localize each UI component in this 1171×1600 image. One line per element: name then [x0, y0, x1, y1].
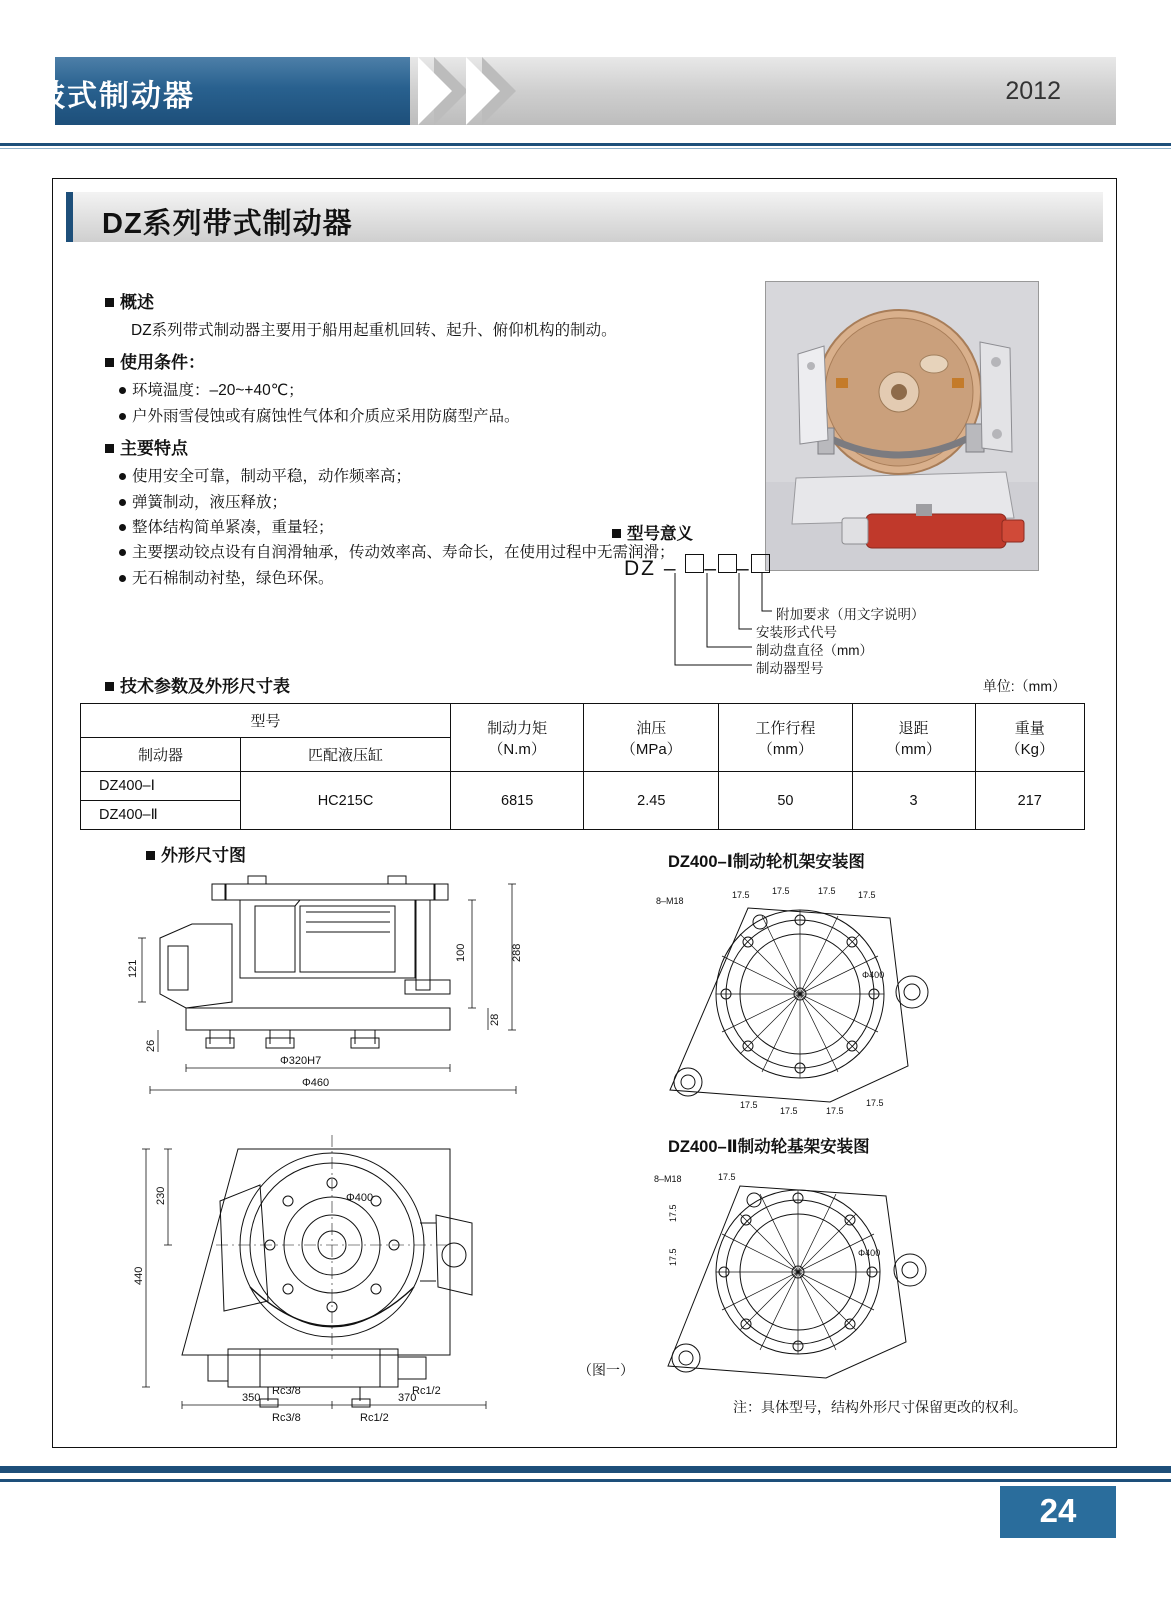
feature-item: 主要摆动铰点设有自润滑轴承，传动效率高、寿命长，在使用过程中无需润滑； [119, 541, 725, 565]
model-meaning-leader-lines [612, 555, 1042, 695]
model-label-4: 附加要求（用文字说明） [776, 607, 925, 622]
table-row [81, 772, 1085, 801]
dim-rc12: Rc1/2 [360, 1412, 389, 1424]
conditions-heading: 使用条件： [105, 350, 725, 377]
cell-stroke: 50 [719, 772, 852, 830]
footer-rule-2 [0, 1479, 1171, 1482]
bullet-dot-icon [119, 499, 126, 506]
label-175-b: 17.5 [772, 886, 790, 896]
header-year: 2012 [1005, 77, 1061, 105]
bullet-square-icon [105, 682, 114, 691]
header-torque: 制动力矩 （N.m） [451, 704, 584, 772]
spec-table [80, 703, 1085, 830]
header-cylinder: 匹配液压缸 [241, 738, 451, 772]
header-weight: 重量 （Kg） [975, 704, 1084, 772]
dim-350: 350 [242, 1392, 261, 1404]
outline-front-view-drawing [120, 1105, 540, 1424]
header-model-group: 型号 [81, 704, 451, 738]
model-label-2: 制动盘直径（mm） [756, 643, 873, 658]
label-8-m18: 8–M18 [656, 896, 684, 906]
label2-175-b: 17.5 [668, 1204, 678, 1222]
model-meaning-heading: 型号意义 [612, 520, 1042, 544]
cell-torque: 6815 [451, 772, 584, 830]
cell-model-1: DZ400–Ⅰ [81, 772, 241, 801]
table-header-row-1 [81, 704, 1085, 738]
cell-cylinder: HC215C [241, 772, 451, 830]
dim-288: 288 [511, 943, 523, 962]
spec-table-unit: 单位:（mm） [982, 678, 1066, 694]
outline-side-view-drawing [120, 862, 540, 1107]
document-title: DZ系列带式制动器 [102, 208, 353, 240]
bullet-dot-icon [119, 575, 126, 582]
dim-370: 370 [398, 1392, 417, 1404]
header-brake: 制动器 [81, 738, 241, 772]
dim-rc38: Rc3/8 [272, 1412, 301, 1424]
figure-label: （图一） [578, 1362, 634, 1378]
label2-phi400: Φ400 [858, 1248, 881, 1258]
label-rc12: Rc1/2 [412, 1385, 441, 1397]
right-drawing-title-1: DZ400–Ⅰ制动轮机架安装图 [668, 853, 865, 871]
label-175-h: 17.5 [866, 1098, 884, 1108]
feature-item: 无石棉制动衬垫，绿色环保。 [119, 567, 725, 591]
bullet-dot-icon [119, 413, 126, 420]
overview-text: DZ系列带式制动器主要用于船用起重机回转、起升、俯仰机构的制动。 [131, 321, 617, 339]
header-chevron-1 [418, 57, 452, 125]
label-175-g: 17.5 [826, 1106, 844, 1116]
label-175-c: 17.5 [818, 886, 836, 896]
feature-item: 弹簧制动，液压释放； [119, 491, 725, 515]
page-header [0, 57, 1171, 125]
label-175-e: 17.5 [740, 1100, 758, 1110]
dim-230: 230 [155, 1186, 167, 1205]
header-title: 鼓式制动器 [35, 80, 195, 113]
page-number: 24 [1039, 1492, 1077, 1529]
condition-item: 户外雨雪侵蚀或有腐蚀性气体和介质应采用防腐型产品。 [119, 405, 725, 429]
model-label-1: 制动器型号 [756, 661, 824, 676]
dim-28: 28 [489, 1013, 501, 1026]
bullet-square-icon [105, 358, 114, 367]
features-heading: 主要特点 [105, 436, 725, 463]
footer-rule-1 [0, 1466, 1171, 1473]
feature-item: 整体结构简单紧凑，重量轻； [119, 516, 725, 540]
header-chevron-2 [466, 57, 500, 125]
cell-weight: 217 [975, 772, 1084, 830]
header-stroke: 工作行程 （mm） [719, 704, 852, 772]
right-drawing-title-2: DZ400–Ⅱ制动轮基架安装图 [668, 1138, 870, 1156]
overview-heading: 概述 [105, 290, 725, 317]
bullet-dot-icon [119, 473, 126, 480]
label2-8-m18: 8–M18 [654, 1174, 682, 1184]
dim-phi320: Φ320H7 [280, 1055, 322, 1067]
outline-drawing-heading: 外形尺寸图 [146, 841, 246, 866]
cell-pressure: 2.45 [584, 772, 719, 830]
dim-440: 440 [133, 1266, 145, 1285]
label-rc38: Rc3/8 [272, 1385, 301, 1397]
dim-26: 26 [145, 1039, 157, 1052]
model-label-3: 安装形式代号 [756, 625, 837, 640]
label-175-d: 17.5 [858, 890, 876, 900]
mount-drawing-1 [640, 876, 950, 1131]
label2-175-a: 17.5 [718, 1172, 736, 1182]
drawing-note: 注：具体型号，结构外形尺寸保留更改的权利。 [733, 1399, 1027, 1415]
mount-drawing-2 [640, 1160, 950, 1405]
dim-121: 121 [127, 959, 139, 978]
bullet-dot-icon [119, 549, 126, 556]
cell-gap: 3 [852, 772, 975, 830]
bullet-dot-icon [119, 387, 126, 394]
spec-table-heading: 技术参数及外形尺寸表 [105, 672, 290, 697]
bullet-dot-icon [119, 524, 126, 531]
header-pressure: 油压 （MPa） [584, 704, 719, 772]
bullet-square-icon [105, 298, 114, 307]
condition-item: 环境温度：–20~+40℃； [119, 379, 725, 403]
model-code: DZ – – – [624, 554, 1042, 581]
dim-100: 100 [455, 943, 467, 962]
label-phi400-r1: Φ400 [862, 970, 885, 980]
dim-phi460: Φ460 [302, 1077, 330, 1089]
cell-model-2: DZ400–Ⅱ [81, 801, 241, 830]
document-title-bar [66, 192, 1103, 242]
bullet-square-icon [612, 529, 621, 538]
header-rule-secondary [0, 148, 1171, 149]
header-gap: 退距 （mm） [852, 704, 975, 772]
label2-175-c: 17.5 [668, 1248, 678, 1266]
feature-item: 使用安全可靠，制动平稳，动作频率高； [119, 465, 725, 489]
title-accent [66, 192, 73, 242]
header-rule [0, 143, 1171, 146]
bullet-square-icon [105, 444, 114, 453]
label-175-f: 17.5 [780, 1106, 798, 1116]
label-175-a: 17.5 [732, 890, 750, 900]
dim-phi400b: Φ400 [346, 1192, 374, 1204]
bullet-square-icon [146, 851, 155, 860]
